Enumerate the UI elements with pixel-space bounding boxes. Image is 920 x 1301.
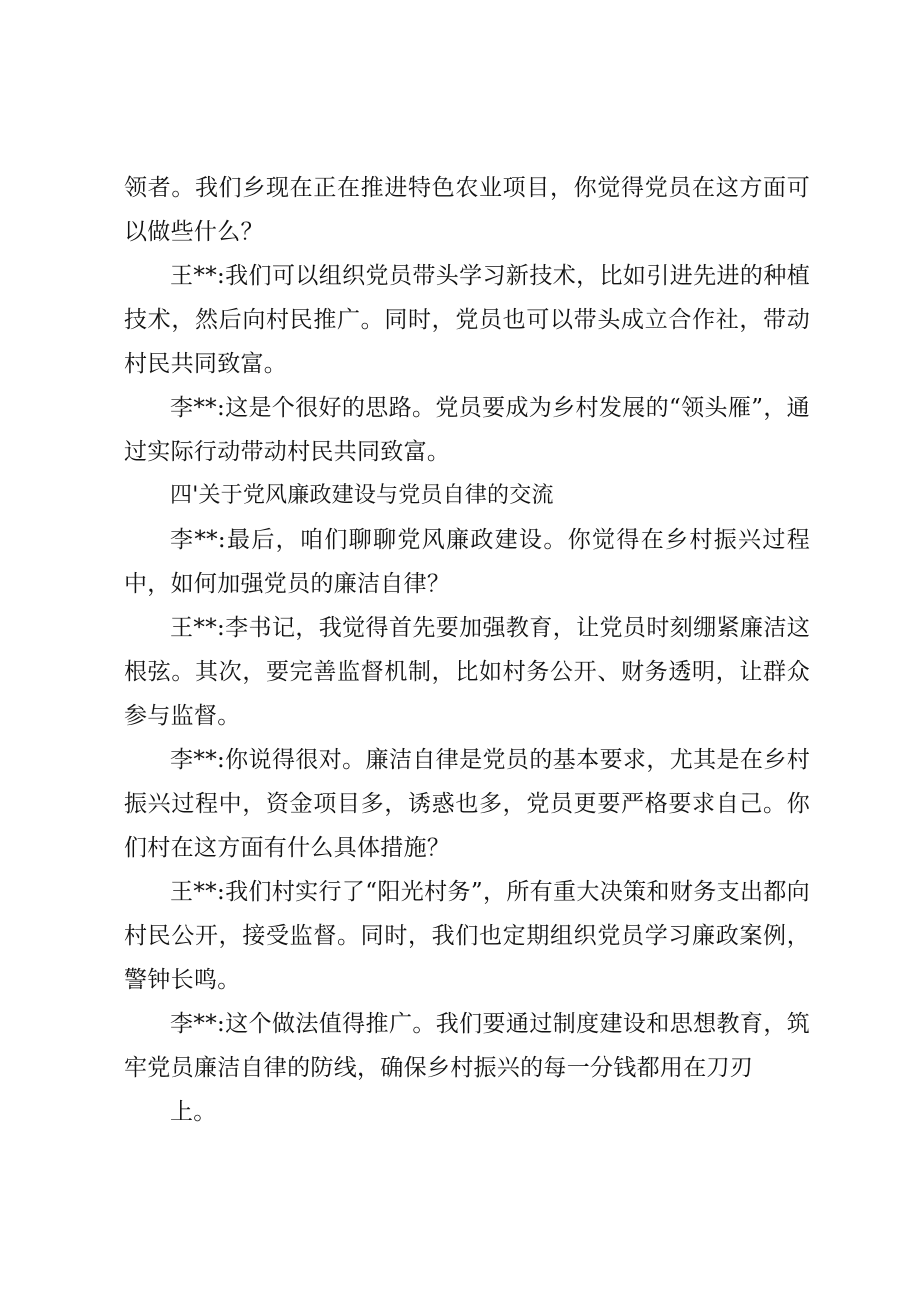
paragraph-text: 这是个很好的思路。党员要成为乡村发展的“领头雁”，通过实际行动带动村民共同致富。 — [124, 395, 810, 465]
dialogue-paragraph — [124, 1002, 810, 1134]
paragraph-text: 领者。我们乡现在正在推进特色农业项目，你觉得党员在这方面可以做些什么？ — [124, 175, 810, 245]
section-heading: 四'关于党风廉政建设与党员自律的交流 — [170, 483, 554, 508]
speaker-label: 王**: — [170, 263, 226, 289]
paragraph-tail: 上。 — [170, 1099, 217, 1125]
dialogue-paragraph — [124, 870, 810, 1002]
speaker-label: 王**: — [170, 615, 226, 641]
paragraph-text: 这个做法值得推广。我们要通过制度建设和思想教育，筑牢党员廉洁自律的防线，确保乡村振兴的每一分钱都用在刀刃 — [124, 1011, 811, 1081]
paragraph-text: 我们可以组织党员带头学习新技术，比如引进先进的种植技术，然后向村民推广。同时，党员也可以带头成立合作社，带动村民共同致富。 — [124, 263, 811, 377]
paragraph-text: 最后，咱们聊聊党风廉政建设。你觉得在乡村振兴过程中，如何加强党员的廉洁自律？ — [124, 527, 810, 597]
document-page — [124, 166, 810, 1134]
speaker-label: 李**: — [170, 395, 226, 421]
paragraph-text: 我们村实行了“阳光村务”，所有重大决策和财务支出都向村民公开，接受监督。同时，我们也定期组织党员学习廉政案例，警钟长鸣。 — [124, 879, 810, 993]
dialogue-paragraph — [124, 606, 810, 738]
dialogue-paragraph — [124, 254, 810, 386]
speaker-label: 李**: — [170, 1011, 226, 1037]
paragraph-continuation — [124, 166, 810, 254]
speaker-label: 王**: — [170, 879, 226, 905]
dialogue-paragraph — [124, 738, 810, 870]
dialogue-paragraph — [124, 386, 810, 474]
speaker-label: 李**: — [170, 747, 226, 773]
speaker-label: 李**: — [170, 527, 226, 553]
paragraph-text: 李书记，我觉得首先要加强教育，让党员时刻绷紧廉洁这根弦。其次，要完善监督机制，比如村务公开、财务透明，让群众参与监督。 — [124, 615, 811, 729]
paragraph-text: 你说得很对。廉洁自律是党员的基本要求，尤其是在乡村振兴过程中，资金项目多，诱惑也多，党员更要严格要求自己。你们村在这方面有什么具体措施？ — [124, 747, 811, 861]
dialogue-paragraph — [124, 518, 810, 606]
